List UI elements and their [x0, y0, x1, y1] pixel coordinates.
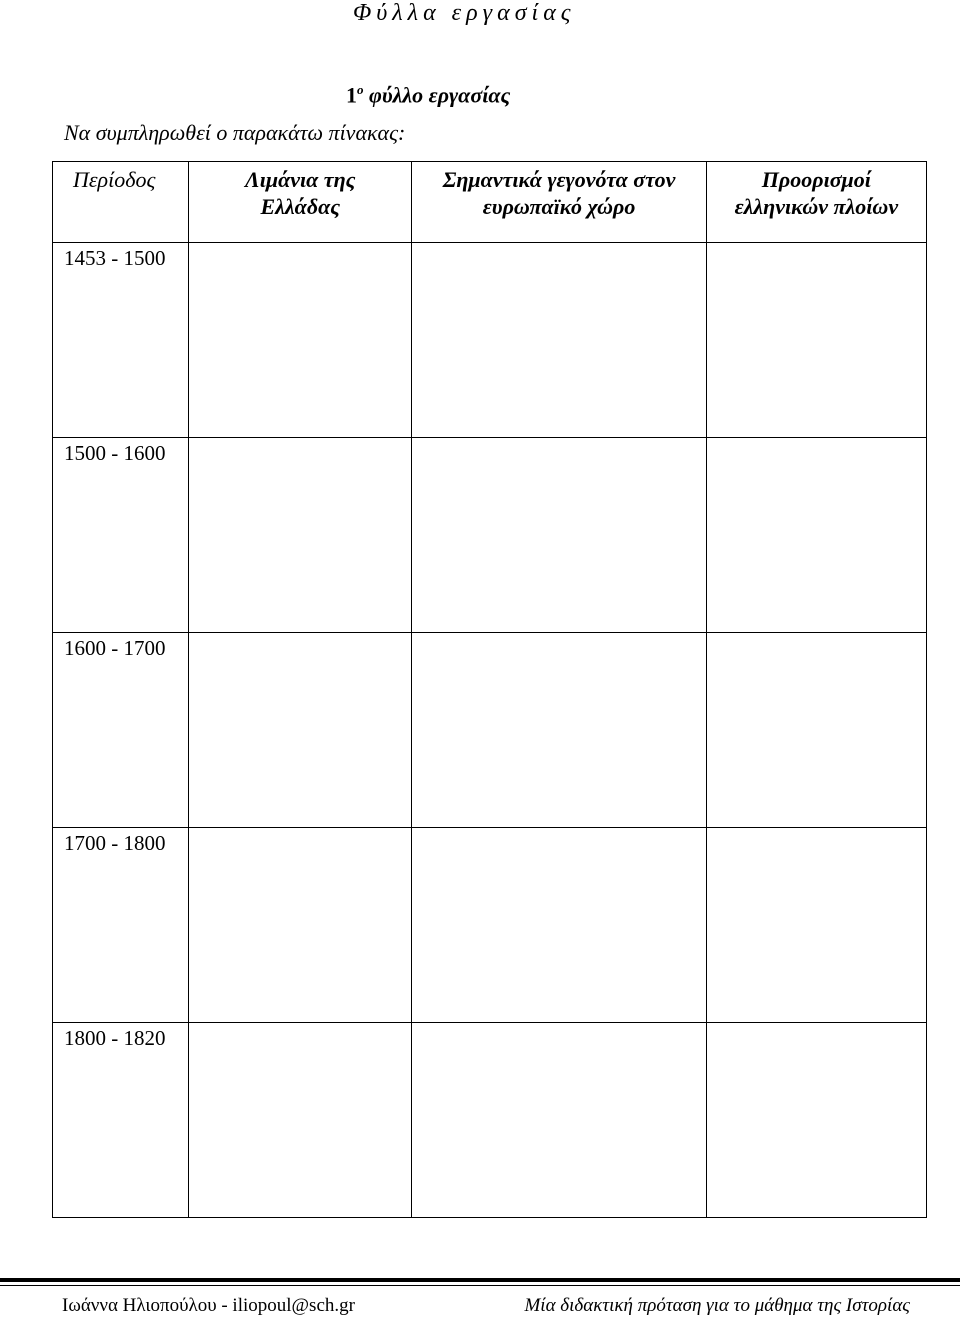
header-events-line1: Σημαντικά γεγονότα στον	[442, 167, 676, 192]
ports-cell[interactable]	[189, 633, 412, 828]
worksheet-ordinal: ο	[357, 82, 364, 97]
header-destinations-line2: ελληνικών πλοίων	[734, 194, 899, 219]
instruction-text: Να συμπληρωθεί ο παρακάτω πίνακας:	[64, 120, 406, 145]
period-cell: 1700 - 1800	[53, 828, 189, 1023]
footer-divider-thin	[0, 1285, 960, 1286]
header-destinations	[706, 162, 926, 243]
header-events	[412, 162, 706, 243]
table-row	[53, 633, 927, 828]
header-ports	[189, 162, 412, 243]
table-row	[53, 1023, 927, 1218]
destinations-cell[interactable]	[706, 438, 926, 633]
events-cell[interactable]	[412, 438, 706, 633]
events-cell[interactable]	[412, 1023, 706, 1218]
destinations-cell[interactable]	[706, 243, 926, 438]
worksheet-table	[52, 161, 927, 1218]
page-header-title: Φύλλα εργασίας	[353, 0, 576, 26]
ports-cell[interactable]	[189, 243, 412, 438]
events-cell[interactable]	[412, 828, 706, 1023]
destinations-cell[interactable]	[706, 828, 926, 1023]
table-row	[53, 243, 927, 438]
header-period-line1: Περίοδος	[73, 167, 156, 192]
ports-cell[interactable]	[189, 1023, 412, 1218]
header-period	[53, 162, 189, 243]
destinations-cell[interactable]	[706, 633, 926, 828]
period-cell: 1800 - 1820	[53, 1023, 189, 1218]
events-cell[interactable]	[412, 633, 706, 828]
table-row	[53, 828, 927, 1023]
footer-divider-thick	[0, 1278, 960, 1282]
ports-cell[interactable]	[189, 438, 412, 633]
table-row	[53, 438, 927, 633]
footer-author: Ιωάννα Ηλιοπούλου - iliopoul@sch.gr	[62, 1295, 355, 1316]
ports-cell[interactable]	[189, 828, 412, 1023]
table-header-row	[53, 162, 927, 243]
header-events-line2: ευρωπαϊκό χώρο	[482, 194, 636, 219]
period-cell: 1500 - 1600	[53, 438, 189, 633]
header-destinations-line1: Προορισμοί	[761, 167, 871, 192]
period-cell: 1600 - 1700	[53, 633, 189, 828]
header-ports-line2: Ελλάδας	[260, 194, 341, 219]
destinations-cell[interactable]	[706, 1023, 926, 1218]
worksheet-title	[346, 82, 510, 108]
footer-note: Μία διδακτική πρόταση για το μάθημα της Ιστορίας	[524, 1295, 910, 1316]
events-cell[interactable]	[412, 243, 706, 438]
worksheet-number: 1	[346, 82, 357, 108]
worksheet-title-text: φύλλο εργασίας	[363, 82, 511, 108]
period-cell: 1453 - 1500	[53, 243, 189, 438]
header-ports-line1: Λιμάνια της	[245, 167, 356, 192]
